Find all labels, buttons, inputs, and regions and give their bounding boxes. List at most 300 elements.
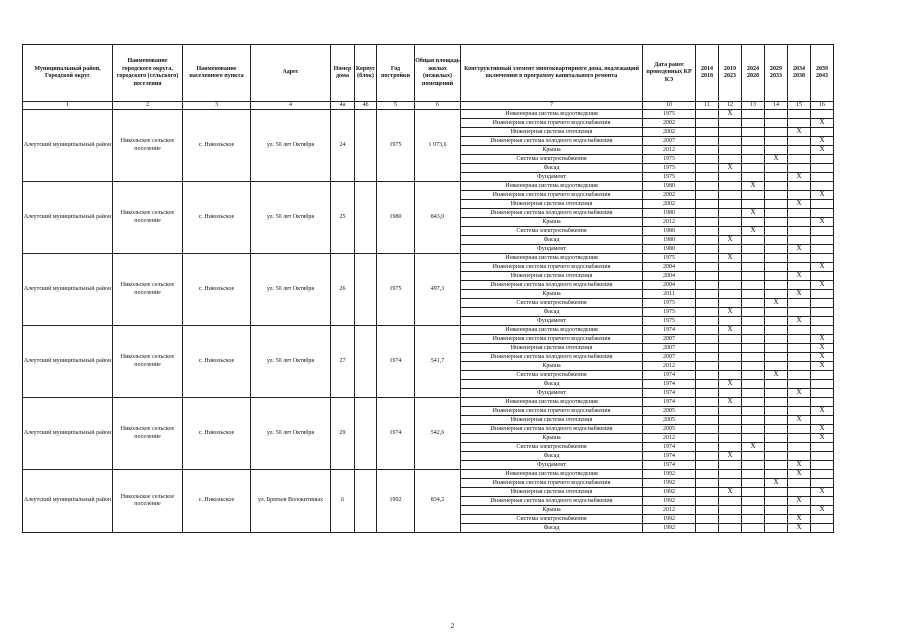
element-name-cell: Фундамент xyxy=(461,245,643,254)
column-number: 12 xyxy=(719,102,742,110)
column-number: 16 xyxy=(811,102,834,110)
locality-cell: с. Никольское xyxy=(183,254,251,326)
period-cell xyxy=(696,407,719,416)
period-cell xyxy=(788,344,811,353)
element-name-cell: Инженерная система водоотведения xyxy=(461,398,643,407)
period-cell xyxy=(696,182,719,191)
period-cell xyxy=(719,173,742,182)
repair-mark: X xyxy=(727,235,733,243)
header-year: Год постройки xyxy=(377,45,415,102)
period-cell xyxy=(719,110,742,119)
period-cell xyxy=(788,407,811,416)
settlement-cell: Никольское сельское поселение xyxy=(113,254,183,326)
period-cell xyxy=(696,254,719,263)
period-cell xyxy=(788,128,811,137)
repair-mark: X xyxy=(819,280,825,288)
period-cell xyxy=(811,479,834,488)
column-number: 4 xyxy=(251,102,331,110)
column-number: 13 xyxy=(742,102,765,110)
period-cell xyxy=(811,308,834,317)
period-cell xyxy=(742,335,765,344)
period-cell xyxy=(811,182,834,191)
period-cell xyxy=(788,146,811,155)
period-cell xyxy=(742,371,765,380)
area-cell: 542,6 xyxy=(415,398,461,470)
element-name-cell: Инженерная система холодного водоснабжения xyxy=(461,497,643,506)
period-cell xyxy=(788,443,811,452)
address-cell: ул. 50 лет Октября xyxy=(251,254,331,326)
column-number: 4б xyxy=(355,102,377,110)
period-cell xyxy=(719,218,742,227)
period-cell xyxy=(742,299,765,308)
period-cell xyxy=(696,353,719,362)
period-cell xyxy=(788,416,811,425)
period-cell xyxy=(742,245,765,254)
period-cell xyxy=(788,245,811,254)
area-cell: 1 073,6 xyxy=(415,110,461,182)
header-period-2: 2019 2023 xyxy=(719,45,742,102)
period-cell xyxy=(742,389,765,398)
repair-mark: X xyxy=(819,118,825,126)
build-year-cell: 1974 xyxy=(377,398,415,470)
period-cell xyxy=(742,497,765,506)
period-cell xyxy=(765,443,788,452)
build-year-cell: 1975 xyxy=(377,110,415,182)
period-cell xyxy=(811,452,834,461)
period-cell xyxy=(742,128,765,137)
table-row xyxy=(23,254,834,263)
element-name-cell: Фундамент xyxy=(461,389,643,398)
repair-date-cell: 1980 xyxy=(643,227,696,236)
period-cell xyxy=(719,191,742,200)
period-cell xyxy=(765,209,788,218)
repair-date-cell: 2002 xyxy=(643,191,696,200)
element-name-cell: Крыша xyxy=(461,290,643,299)
repair-date-cell: 2004 xyxy=(643,263,696,272)
period-cell xyxy=(719,146,742,155)
period-cell xyxy=(788,173,811,182)
element-name-cell: Инженерная система водоотведения xyxy=(461,254,643,263)
period-cell xyxy=(719,398,742,407)
repair-mark: X xyxy=(819,433,825,441)
period-cell xyxy=(788,398,811,407)
block-cell xyxy=(355,182,377,254)
element-name-cell: Крыша xyxy=(461,146,643,155)
period-cell xyxy=(719,416,742,425)
period-cell xyxy=(719,452,742,461)
settlement-cell: Никольское сельское поселение xyxy=(113,326,183,398)
repair-date-cell: 2002 xyxy=(643,128,696,137)
period-cell xyxy=(696,209,719,218)
period-cell xyxy=(788,488,811,497)
period-cell xyxy=(719,128,742,137)
period-cell xyxy=(719,389,742,398)
period-cell xyxy=(788,236,811,245)
period-cell xyxy=(811,461,834,470)
period-cell xyxy=(788,452,811,461)
period-cell xyxy=(742,209,765,218)
period-cell xyxy=(742,479,765,488)
repair-date-cell: 1992 xyxy=(643,470,696,479)
element-name-cell: Инженерная система отопления xyxy=(461,200,643,209)
period-cell xyxy=(811,443,834,452)
period-cell xyxy=(696,128,719,137)
locality-cell: с. Никольское xyxy=(183,470,251,533)
element-name-cell: Крыша xyxy=(461,362,643,371)
district-cell: Алеутский муниципальный район xyxy=(23,110,113,182)
period-cell xyxy=(719,317,742,326)
element-name-cell: Инженерная система отопления xyxy=(461,344,643,353)
period-cell xyxy=(719,353,742,362)
repair-date-cell: 1974 xyxy=(643,461,696,470)
period-cell xyxy=(719,119,742,128)
period-cell xyxy=(788,200,811,209)
period-cell xyxy=(788,227,811,236)
period-cell xyxy=(696,110,719,119)
column-number-row xyxy=(23,102,834,110)
period-cell xyxy=(765,128,788,137)
period-cell xyxy=(696,416,719,425)
settlement-cell: Никольское сельское поселение xyxy=(113,110,183,182)
period-cell xyxy=(788,209,811,218)
element-name-cell: Фасад xyxy=(461,236,643,245)
period-cell xyxy=(811,110,834,119)
period-cell xyxy=(788,137,811,146)
period-cell xyxy=(788,380,811,389)
period-cell xyxy=(696,479,719,488)
period-cell xyxy=(811,263,834,272)
element-name-cell: Фундамент xyxy=(461,317,643,326)
repair-mark: X xyxy=(750,208,756,216)
column-number: 7 xyxy=(461,102,643,110)
period-cell xyxy=(788,362,811,371)
period-cell xyxy=(742,488,765,497)
period-cell xyxy=(696,281,719,290)
block-cell xyxy=(355,110,377,182)
period-cell xyxy=(742,236,765,245)
period-cell xyxy=(788,434,811,443)
header-locality: Наименование населенного пункта xyxy=(183,45,251,102)
period-cell xyxy=(765,164,788,173)
element-name-cell: Система электроснабжения xyxy=(461,155,643,164)
period-cell xyxy=(765,218,788,227)
period-cell xyxy=(765,317,788,326)
period-cell xyxy=(765,200,788,209)
repair-mark: X xyxy=(727,451,733,459)
period-cell xyxy=(788,353,811,362)
period-cell xyxy=(811,200,834,209)
period-cell xyxy=(811,497,834,506)
period-cell xyxy=(696,137,719,146)
repair-date-cell: 1975 xyxy=(643,173,696,182)
period-cell xyxy=(765,146,788,155)
period-cell xyxy=(742,227,765,236)
repair-mark: X xyxy=(796,469,802,477)
period-cell xyxy=(765,353,788,362)
address-cell: ул. 50 лет Октября xyxy=(251,110,331,182)
repair-date-cell: 1975 xyxy=(643,308,696,317)
repair-mark: X xyxy=(796,244,802,252)
settlement-cell: Никольское сельское поселение xyxy=(113,182,183,254)
block-cell xyxy=(355,254,377,326)
period-cell xyxy=(742,119,765,128)
period-cell xyxy=(719,236,742,245)
period-cell xyxy=(719,227,742,236)
period-cell xyxy=(811,218,834,227)
period-cell xyxy=(696,362,719,371)
period-cell xyxy=(719,371,742,380)
period-cell xyxy=(742,191,765,200)
period-cell xyxy=(811,245,834,254)
element-name-cell: Система электроснабжения xyxy=(461,227,643,236)
repair-mark: X xyxy=(819,505,825,513)
repair-date-cell: 1992 xyxy=(643,515,696,524)
house-number-cell: 24 xyxy=(331,110,355,182)
repair-date-cell: 2005 xyxy=(643,425,696,434)
header-period-6: 2039 2043 xyxy=(811,45,834,102)
period-cell xyxy=(788,110,811,119)
element-name-cell: Инженерная система холодного водоснабжения xyxy=(461,281,643,290)
period-cell xyxy=(765,416,788,425)
address-cell: ул. Братьев Волокитиных xyxy=(251,470,331,533)
period-cell xyxy=(765,461,788,470)
period-cell xyxy=(788,191,811,200)
period-cell xyxy=(765,155,788,164)
period-cell xyxy=(765,371,788,380)
locality-cell: с. Никольское xyxy=(183,182,251,254)
repair-date-cell: 2012 xyxy=(643,218,696,227)
area-cell: 834,2 xyxy=(415,470,461,533)
period-cell xyxy=(811,299,834,308)
repair-date-cell: 2007 xyxy=(643,344,696,353)
repair-mark: X xyxy=(819,424,825,432)
period-cell xyxy=(696,461,719,470)
period-cell xyxy=(696,317,719,326)
repair-date-cell: 2005 xyxy=(643,407,696,416)
repair-date-cell: 1975 xyxy=(643,155,696,164)
repair-date-cell: 1974 xyxy=(643,443,696,452)
period-cell xyxy=(696,218,719,227)
period-cell xyxy=(742,146,765,155)
period-cell xyxy=(719,425,742,434)
period-cell xyxy=(765,263,788,272)
repair-mark: X xyxy=(796,415,802,423)
period-cell xyxy=(788,290,811,299)
column-number: 11 xyxy=(696,102,719,110)
element-name-cell: Инженерная система водоотведения xyxy=(461,182,643,191)
period-cell xyxy=(742,272,765,281)
house-number-cell: 26 xyxy=(331,254,355,326)
period-cell xyxy=(811,128,834,137)
period-cell xyxy=(811,389,834,398)
period-cell xyxy=(696,146,719,155)
period-cell xyxy=(765,434,788,443)
build-year-cell: 1974 xyxy=(377,326,415,398)
period-cell xyxy=(719,524,742,533)
period-cell xyxy=(811,317,834,326)
period-cell xyxy=(811,470,834,479)
period-cell xyxy=(742,515,765,524)
period-cell xyxy=(719,245,742,254)
element-name-cell: Фундамент xyxy=(461,461,643,470)
repair-date-cell: 1980 xyxy=(643,245,696,254)
period-cell xyxy=(765,515,788,524)
period-cell xyxy=(742,362,765,371)
period-cell xyxy=(719,308,742,317)
repair-mark: X xyxy=(727,325,733,333)
period-cell xyxy=(742,281,765,290)
repair-mark: X xyxy=(773,298,779,306)
period-cell xyxy=(765,380,788,389)
period-cell xyxy=(719,281,742,290)
period-cell xyxy=(719,209,742,218)
repair-mark: X xyxy=(796,316,802,324)
district-cell: Алеутский муниципальный район xyxy=(23,326,113,398)
page-number: 2 xyxy=(450,622,455,630)
period-cell xyxy=(742,506,765,515)
period-cell xyxy=(765,236,788,245)
table-row xyxy=(23,470,834,479)
period-cell xyxy=(765,407,788,416)
element-name-cell: Инженерная система холодного водоснабжения xyxy=(461,353,643,362)
period-cell xyxy=(788,182,811,191)
period-cell xyxy=(811,254,834,263)
period-cell xyxy=(719,407,742,416)
period-cell xyxy=(811,416,834,425)
period-cell xyxy=(811,371,834,380)
period-cell xyxy=(765,110,788,119)
period-cell xyxy=(696,515,719,524)
element-name-cell: Инженерная система горячего водоснабжения xyxy=(461,479,643,488)
repair-mark: X xyxy=(773,154,779,162)
repair-mark: X xyxy=(727,109,733,117)
element-name-cell: Крыша xyxy=(461,506,643,515)
period-cell xyxy=(788,281,811,290)
period-cell xyxy=(742,353,765,362)
column-number: 10 xyxy=(643,102,696,110)
repair-mark: X xyxy=(796,172,802,180)
address-cell: ул. 50 лет Октября xyxy=(251,326,331,398)
element-name-cell: Крыша xyxy=(461,434,643,443)
period-cell xyxy=(811,236,834,245)
period-cell xyxy=(742,173,765,182)
period-cell xyxy=(765,470,788,479)
period-cell xyxy=(765,308,788,317)
period-cell xyxy=(719,137,742,146)
element-name-cell: Инженерная система отопления xyxy=(461,128,643,137)
period-cell xyxy=(742,263,765,272)
period-cell xyxy=(788,317,811,326)
period-cell xyxy=(788,497,811,506)
period-cell xyxy=(719,254,742,263)
repair-mark: X xyxy=(819,145,825,153)
area-cell: 843,0 xyxy=(415,182,461,254)
element-name-cell: Инженерная система горячего водоснабжения xyxy=(461,191,643,200)
period-cell xyxy=(788,335,811,344)
period-cell xyxy=(788,506,811,515)
column-number: 3 xyxy=(183,102,251,110)
header-period-1: 2014 2018 xyxy=(696,45,719,102)
period-cell xyxy=(719,326,742,335)
period-cell xyxy=(696,155,719,164)
period-cell xyxy=(696,524,719,533)
header-area: Общая площадь жилых (нежилых) помещений xyxy=(415,45,461,102)
period-cell xyxy=(696,425,719,434)
capital-repair-table-sheet xyxy=(22,44,833,533)
table-row xyxy=(23,182,834,191)
period-cell xyxy=(811,146,834,155)
period-cell xyxy=(719,515,742,524)
period-cell xyxy=(765,425,788,434)
period-cell xyxy=(719,434,742,443)
period-cell xyxy=(719,470,742,479)
period-cell xyxy=(742,443,765,452)
column-number: 14 xyxy=(765,102,788,110)
area-cell: 497,3 xyxy=(415,254,461,326)
period-cell xyxy=(811,362,834,371)
period-cell xyxy=(811,344,834,353)
build-year-cell: 1992 xyxy=(377,470,415,533)
repair-mark: X xyxy=(796,199,802,207)
period-cell xyxy=(811,407,834,416)
repair-date-cell: 1974 xyxy=(643,371,696,380)
element-name-cell: Фундамент xyxy=(461,173,643,182)
period-cell xyxy=(696,191,719,200)
period-cell xyxy=(742,434,765,443)
period-cell xyxy=(811,290,834,299)
period-cell xyxy=(696,398,719,407)
period-cell xyxy=(696,308,719,317)
repair-date-cell: 2005 xyxy=(643,416,696,425)
repair-date-cell: 1974 xyxy=(643,380,696,389)
period-cell xyxy=(696,164,719,173)
period-cell xyxy=(696,290,719,299)
repair-mark: X xyxy=(773,370,779,378)
element-name-cell: Система электроснабжения xyxy=(461,299,643,308)
period-cell xyxy=(788,470,811,479)
period-cell xyxy=(719,461,742,470)
period-cell xyxy=(788,155,811,164)
period-cell xyxy=(696,380,719,389)
period-cell xyxy=(742,461,765,470)
locality-cell: с. Никольское xyxy=(183,110,251,182)
period-cell xyxy=(696,200,719,209)
period-cell xyxy=(788,119,811,128)
period-cell xyxy=(788,461,811,470)
period-cell xyxy=(719,182,742,191)
period-cell xyxy=(696,434,719,443)
period-cell xyxy=(742,407,765,416)
period-cell xyxy=(742,290,765,299)
element-name-cell: Инженерная система горячего водоснабжения xyxy=(461,263,643,272)
period-cell xyxy=(696,119,719,128)
element-name-cell: Фасад xyxy=(461,524,643,533)
period-cell xyxy=(742,344,765,353)
period-cell xyxy=(742,137,765,146)
repair-mark: X xyxy=(796,523,802,531)
period-cell xyxy=(765,119,788,128)
period-cell xyxy=(811,434,834,443)
period-cell xyxy=(696,263,719,272)
period-cell xyxy=(696,227,719,236)
period-cell xyxy=(788,308,811,317)
period-cell xyxy=(742,398,765,407)
period-cell xyxy=(788,164,811,173)
address-cell: ул. 50 лет Октября xyxy=(251,182,331,254)
element-name-cell: Фасад xyxy=(461,452,643,461)
period-cell xyxy=(788,524,811,533)
block-cell xyxy=(355,398,377,470)
